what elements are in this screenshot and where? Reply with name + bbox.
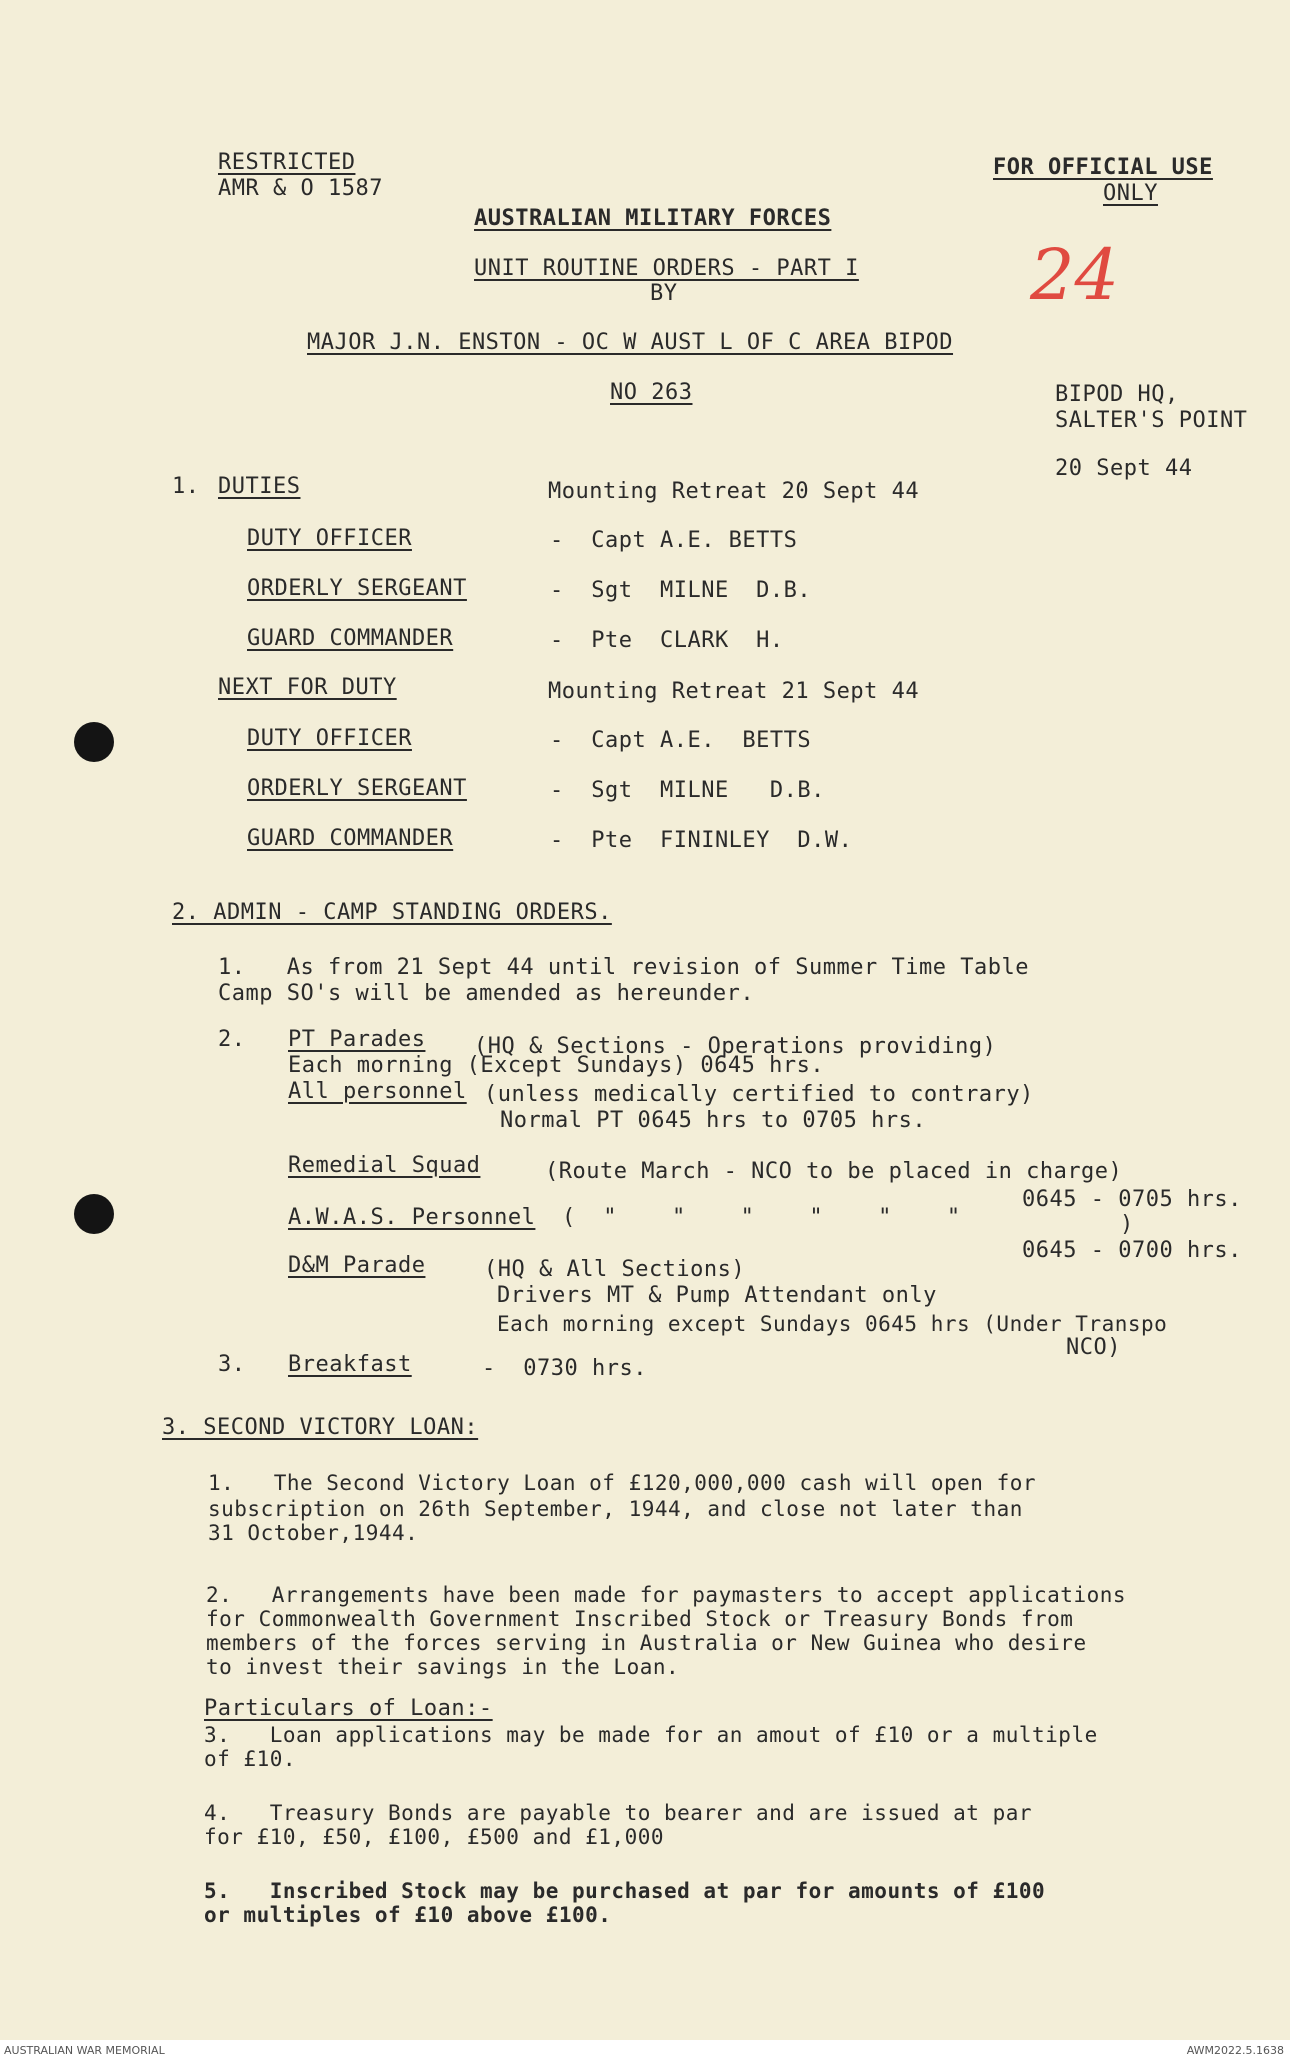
mounting-line-1: Mounting Retreat 20 Sept 44 (548, 479, 920, 504)
awas-label: A.W.A.S. Personnel (288, 1205, 536, 1230)
all-personnel-time: Normal PT 0645 hrs to 0705 hrs. (500, 1108, 927, 1133)
loan-para-5b: or multiples of £10 above £100. (204, 1903, 612, 1927)
loan-para-2c: members of the forces serving in Australia or New Guinea who desire (206, 1631, 1087, 1655)
duties-number: 1. (172, 474, 200, 499)
commander-line: MAJOR J.N. ENSTON - OC W AUST L OF C AREA BIPOD (307, 330, 954, 355)
punch-hole-top (74, 722, 114, 762)
admin-para-2-number: 2. (218, 1027, 246, 1052)
location-line-2: SALTER'S POINT (1055, 408, 1248, 433)
loan-para-1c: 31 October,1944. (208, 1521, 419, 1545)
admin-heading: 2. ADMIN - CAMP STANDING ORDERS. (172, 900, 612, 925)
admin-para-1b: Camp SO's will be amended as hereunder. (218, 981, 755, 1006)
loan-para-2a: 2. Arrangements have been made for paymasters to accept applications (206, 1583, 1127, 1607)
duty-name: - Sgt MILNE D.B. (550, 578, 812, 603)
forces-title: AUSTRALIAN MILITARY FORCES (474, 206, 832, 231)
order-date: 20 Sept 44 (1055, 456, 1193, 481)
all-personnel-text: (unless medically certified to contrary) (484, 1082, 1034, 1107)
pt-parades-time: Each morning (Except Sundays) 0645 hrs. (288, 1053, 825, 1078)
official-use-label: FOR OFFICIAL USE (993, 155, 1213, 180)
dm-parade-text-c: Each morning except Sundays 0645 hrs (Under Transpo (497, 1312, 1168, 1336)
archive-footer (0, 2040, 1290, 2061)
particulars-heading: Particulars of Loan:- (204, 1696, 493, 1721)
duties-heading-text: DUTIES (218, 474, 301, 499)
dm-parade-text-a: (HQ & All Sections) (484, 1257, 746, 1282)
dm-parade-label: D&M Parade (288, 1253, 426, 1278)
duty-role: DUTY OFFICER (247, 726, 412, 751)
duty-name: - Capt A.E. BETTS (550, 728, 812, 753)
dm-parade-text-b: Drivers MT & Pump Attendant only (497, 1283, 937, 1308)
awas-time: 0645 - 0700 hrs. (1022, 1238, 1242, 1263)
next-for-duty: NEXT FOR DUTY (218, 675, 397, 700)
loan-para-5a: 5. Inscribed Stock may be purchased at par for amounts of £100 (204, 1879, 1046, 1903)
loan-para-2b: for Commonwealth Government Inscribed Stock or Treasury Bonds from (206, 1607, 1074, 1631)
duty-role: GUARD COMMANDER (247, 626, 454, 651)
duty-role: GUARD COMMANDER (247, 826, 454, 851)
duty-name: - Pte FININLEY D.W. (550, 828, 853, 853)
breakfast-time: - 0730 hrs. (482, 1356, 647, 1381)
all-personnel-label: All personnel (288, 1079, 467, 1104)
loan-para-4b: for £10, £50, £100, £500 and £1,000 (204, 1825, 665, 1849)
loan-para-2d: to invest their savings in the Loan. (206, 1655, 680, 1679)
amr-ref: AMR & O 1587 (218, 176, 383, 201)
mounting-line-2: Mounting Retreat 21 Sept 44 (548, 679, 920, 704)
awas-paren: ) (1120, 1212, 1134, 1237)
dm-parade-text-d: NCO) (1066, 1335, 1121, 1360)
loan-para-4a: 4. Treasury Bonds are payable to bearer and are issued at par (204, 1801, 1033, 1825)
pt-parades-label: PT Parades (288, 1027, 426, 1052)
duty-role: ORDERLY SERGEANT (247, 576, 467, 601)
loan-para-3a: 3. Loan applications may be made for an amout of £10 or a multiple (204, 1723, 1098, 1747)
awas-ditto-marks: ( " " " " " " (562, 1205, 961, 1230)
handwritten-page-number: 24 (1030, 234, 1120, 316)
breakfast-label: Breakfast (288, 1352, 412, 1377)
footer-institution: AUSTRALIAN WAR MEMORIAL (4, 2044, 165, 2057)
restricted-label: RESTRICTED (218, 150, 356, 175)
loan-para-1b: subscription on 26th September, 1944, and close not later than (208, 1497, 1023, 1521)
remedial-squad-text: (Route March - NCO to be placed in charge) (545, 1159, 1123, 1184)
duty-role: ORDERLY SERGEANT (247, 776, 467, 801)
remedial-squad-time: 0645 - 0705 hrs. (1022, 1187, 1242, 1212)
order-number: NO 263 (610, 380, 693, 405)
remedial-squad-label: Remedial Squad (288, 1153, 481, 1178)
by-label: BY (650, 281, 678, 306)
only-label: ONLY (1103, 181, 1158, 206)
loan-para-3b: of £10. (204, 1747, 297, 1771)
orders-title: UNIT ROUTINE ORDERS - PART I (474, 256, 859, 281)
loan-heading: 3. SECOND VICTORY LOAN: (162, 1415, 479, 1440)
duty-role: DUTY OFFICER (247, 526, 412, 551)
pt-parades-text: (HQ & Sections - Operations providing) (474, 1034, 997, 1059)
punch-hole-bottom (74, 1194, 114, 1234)
admin-para-1a: 1. As from 21 Sept 44 until revision of Summer Time Table (218, 955, 1029, 980)
duty-name: - Pte CLARK H. (550, 628, 784, 653)
duty-name: - Capt A.E. BETTS (550, 528, 798, 553)
loan-para-1a: 1. The Second Victory Loan of £120,000,000 cash will open for (208, 1471, 1037, 1495)
footer-reference: AWM2022.5.1638 (1186, 2044, 1284, 2057)
admin-para-3-number: 3. (218, 1352, 246, 1377)
duty-name: - Sgt MILNE D.B. (550, 778, 825, 803)
location-line-1: BIPOD HQ, (1055, 382, 1179, 407)
